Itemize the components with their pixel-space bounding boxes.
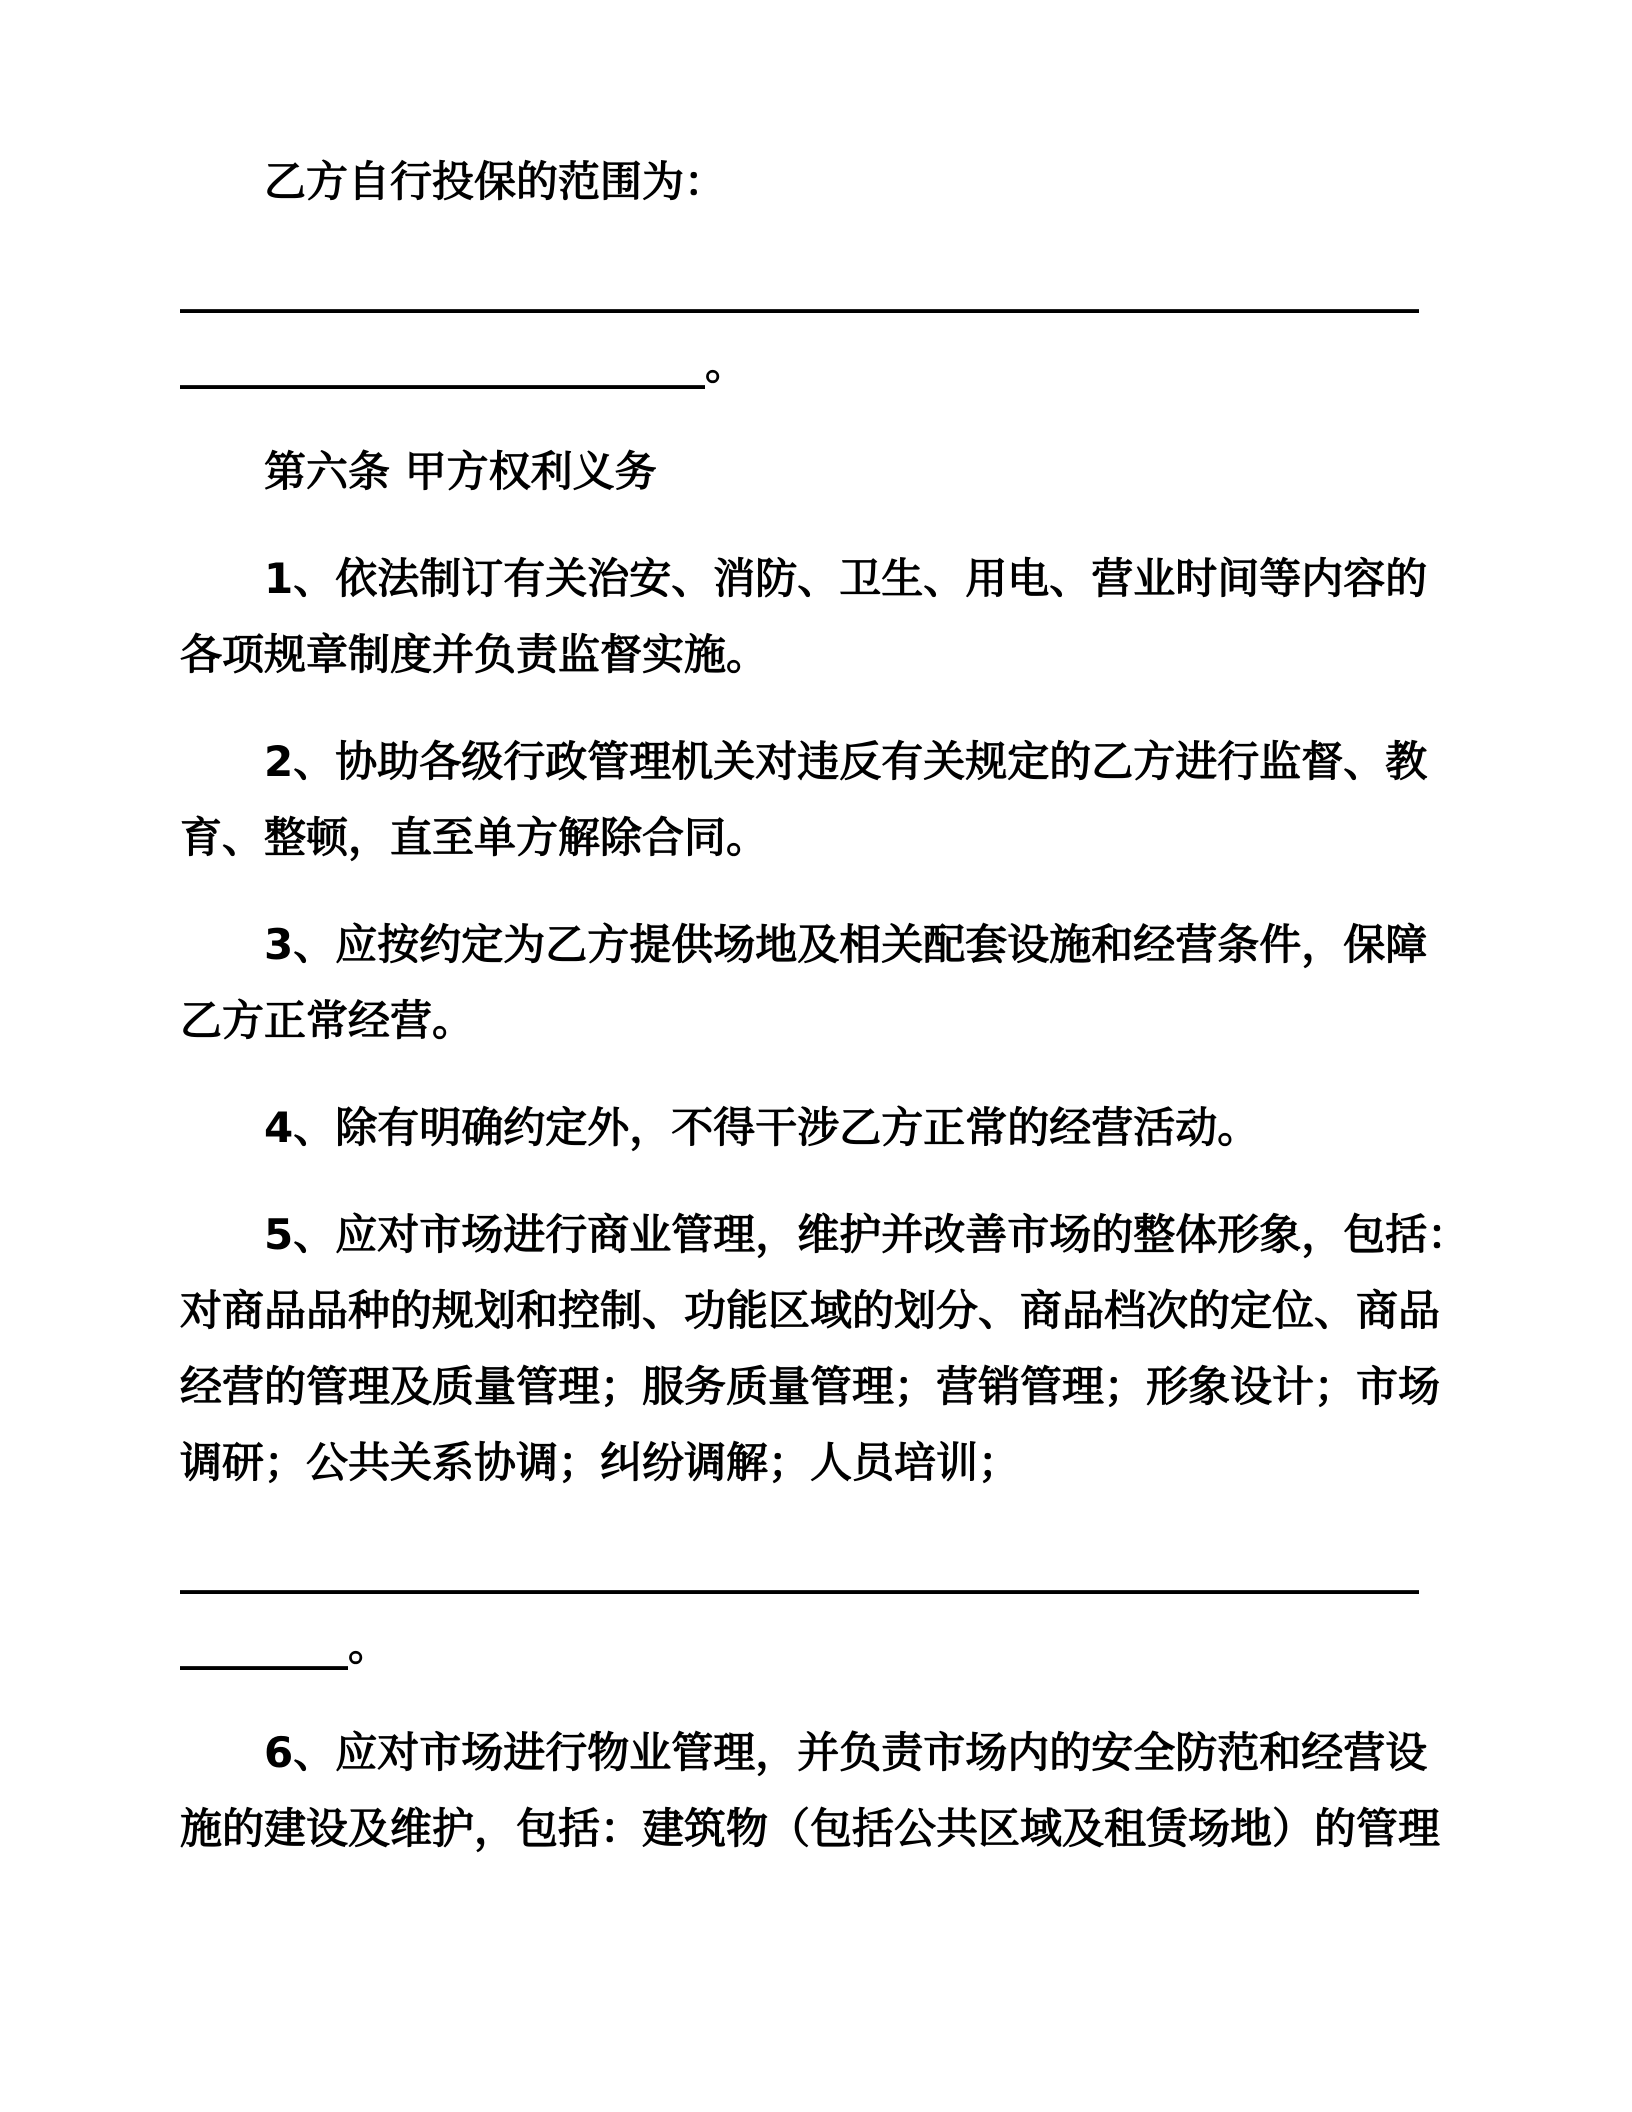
clause-item-6 xyxy=(180,1715,1450,1867)
text-line: 调研；公共关系协调；纠纷调解；人员培训； xyxy=(180,1438,1021,1487)
clause-item-2 xyxy=(180,724,1450,876)
blank-underscore-line: ___________________________________________________________ xyxy=(180,264,1419,313)
text-line: 乙方正常经营。 xyxy=(180,996,475,1045)
text-line: 对商品品种的规划和控制、功能区域的划分、商品档次的定位、商品 xyxy=(180,1286,1441,1335)
text-line: 6、应对市场进行物业管理，并负责市场内的安全防范和经营设 xyxy=(264,1728,1428,1777)
fill-in-blank-management-scope xyxy=(180,1532,1450,1684)
blank-underscore-line-end: ________。 xyxy=(180,1621,391,1670)
text-line: 施的建设及维护，包括：建筑物（包括公共区域及租赁场地）的管理 xyxy=(180,1804,1441,1853)
text-line: 2、协助各级行政管理机关对违反有关规定的乙方进行监督、教 xyxy=(264,737,1428,786)
insurance-scope-intro xyxy=(180,144,1450,220)
fill-in-blank-insurance-scope xyxy=(180,251,1450,403)
clause-item-3 xyxy=(180,907,1450,1059)
text-line: 经营的管理及质量管理；服务质量管理；营销管理；形象设计；市场 xyxy=(180,1362,1441,1411)
clause-item-1 xyxy=(180,541,1450,693)
text-line: 育、整顿，直至单方解除合同。 xyxy=(180,813,769,862)
text-line: 乙方自行投保的范围为： xyxy=(264,157,727,206)
text-line: 1、依法制订有关治安、消防、卫生、用电、营业时间等内容的 xyxy=(264,554,1428,603)
text-line: 3、应按约定为乙方提供场地及相关配套设施和经营条件，保障 xyxy=(264,920,1428,969)
clause-item-4 xyxy=(180,1090,1450,1166)
text-line: 5、应对市场进行商业管理，维护并改善市场的整体形象，包括： xyxy=(264,1210,1470,1259)
article-6-heading xyxy=(180,434,1450,510)
blank-underscore-line-end: _________________________。 xyxy=(180,340,748,389)
blank-underscore-line: ___________________________________________________________ xyxy=(180,1545,1419,1594)
text-line: 4、除有明确约定外，不得干涉乙方正常的经营活动。 xyxy=(264,1103,1260,1152)
heading-text: 第六条 甲方权利义务 xyxy=(264,447,657,496)
text-line: 各项规章制度并负责监督实施。 xyxy=(180,630,769,679)
clause-item-5 xyxy=(180,1197,1470,1501)
